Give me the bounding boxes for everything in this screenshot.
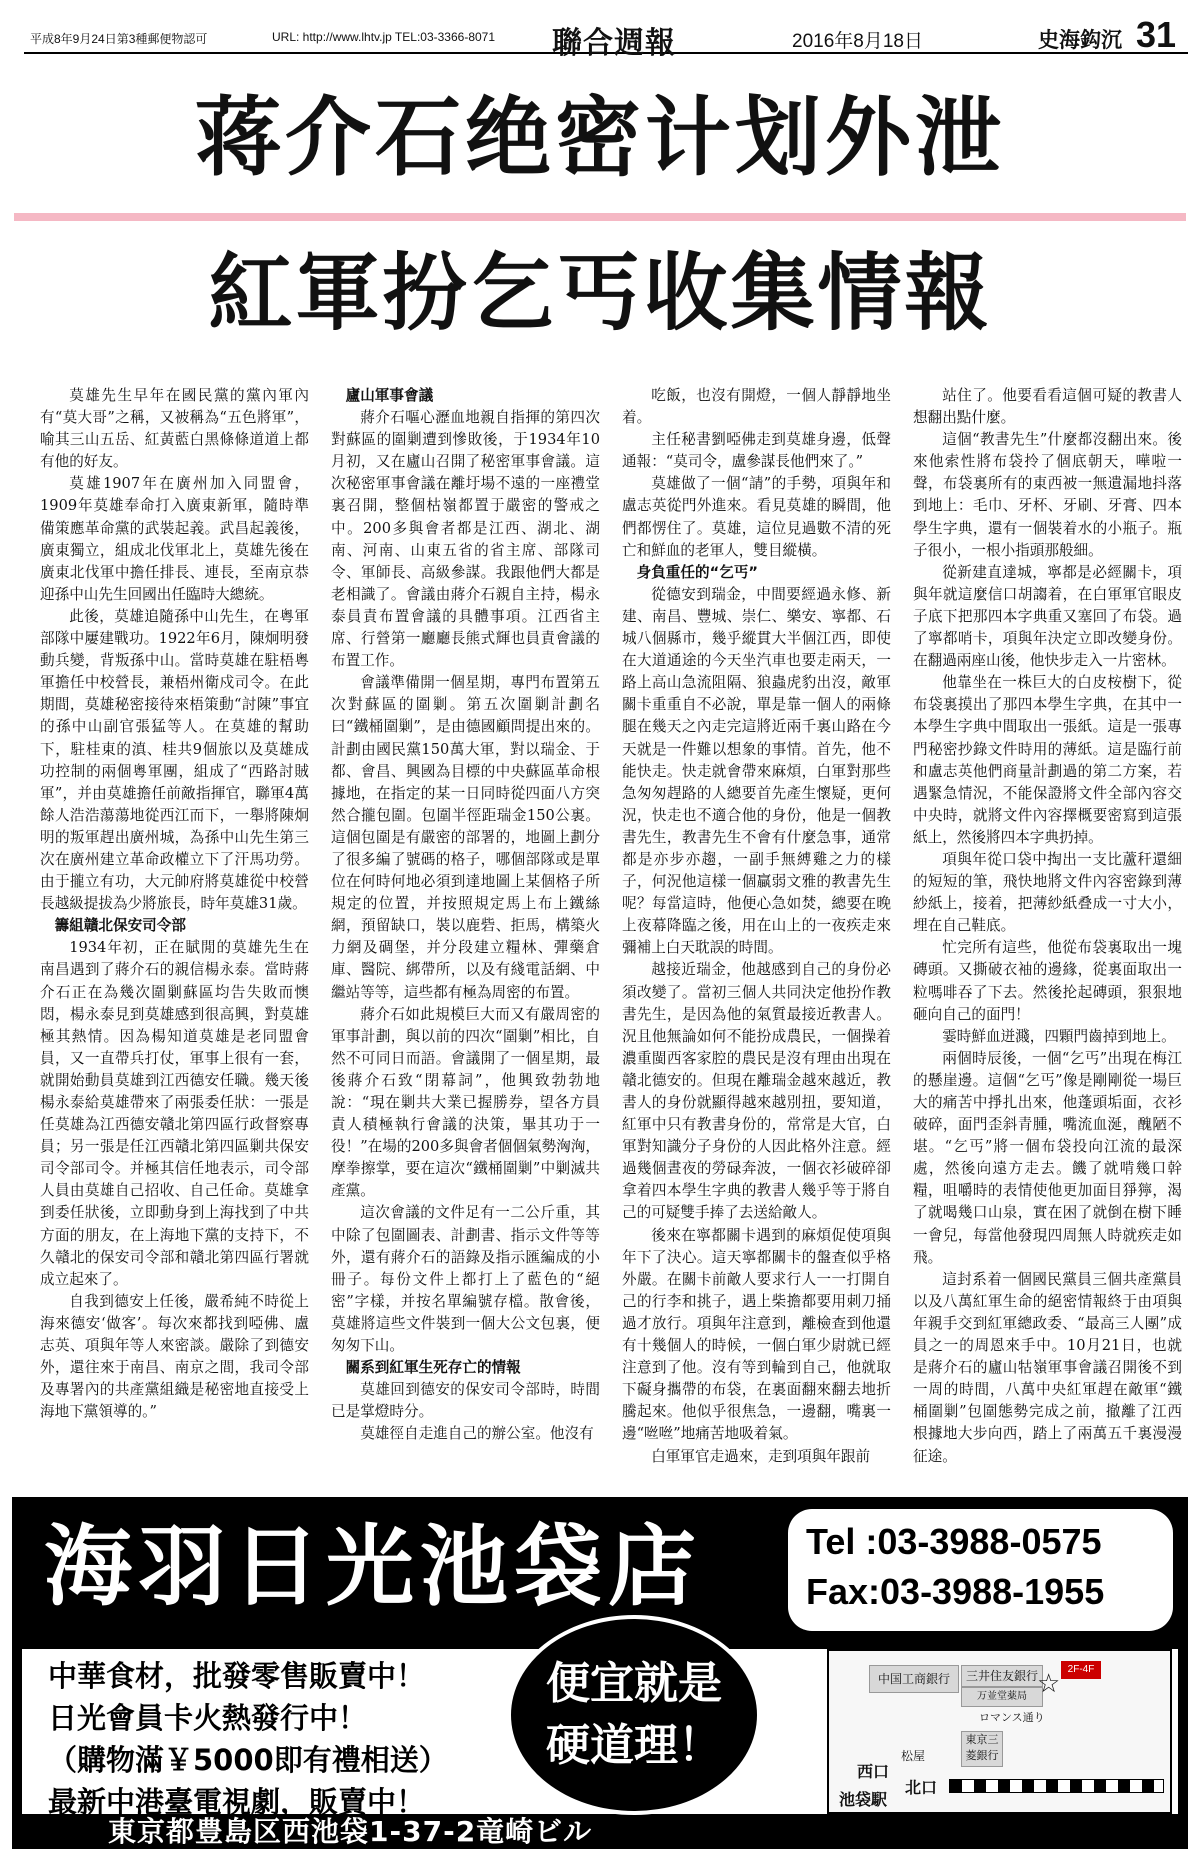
promo-line: 最新中港臺電視劇，販賣中！ bbox=[48, 1785, 426, 1819]
article-body bbox=[40, 385, 1188, 1490]
paragraph: 會議準備開一個星期，專門布置第五次對蘇區的圍剿。第五次圍剿計劃名曰“鐵桶圍剿”，是由德國顧問提出來的。計劃由國民黨150萬大軍，對以瑞金、于都、會昌、興國為目標的中央蘇區革命根據地，在指定的某一日同時從四面八方突然合攏包圍。包圍半徑距瑞金150公裏。這個包圍是有嚴密的部署的，地圖上劃分了很多編了號碼的格子，哪個部隊或是單位在何時何地必須到達地圖上某個格子所規定的位置，并按照規定馬上布上鐵絲網，預留缺口，裝以鹿砦、拒馬，構築火力網及碉堡，并分段建立糧林、彈藥倉庫、醫院、綁帶所，以及有綫電話網、中繼站等等，這些都有極為周密的布置。 bbox=[331, 674, 600, 1001]
tel-number: Tel :03-3988-0575 bbox=[806, 1521, 1102, 1562]
store-address: 東京都豊島区西池袋1-37-2竜崎ビル bbox=[108, 1815, 593, 1848]
slogan-line: 便宜就是 bbox=[546, 1658, 722, 1709]
divider bbox=[14, 213, 1186, 221]
paragraph: 這次會議的文件足有一二公斤重，其中除了包圍圖表、計劃書、指示文件等等外，還有蔣介石的語錄及指示匯編成的小冊子。每份文件上都打上了藍色的“絕密”字樣，并按名單編號存檔。散會後，莫雄將這些文件裝到一個大公文包裏，便匆匆下山。 bbox=[331, 1204, 600, 1355]
map-bank-icbc: 中国工商銀行 bbox=[869, 1665, 959, 1693]
subheadline: 紅軍扮乞丐收集情報 bbox=[208, 244, 992, 342]
paragraph: 主任秘書劉啞佛走到莫雄身邊，低聲通報：“莫司令，盧參謀長他們來了。” bbox=[622, 431, 891, 471]
paragraph: 莫雄1907年在廣州加入同盟會，1909年莫雄奉命打入廣東新軍，隨時準備策應革命黨的武裝起義。武昌起義後，廣東獨立，組成北伐軍北上，莫雄先後在廣東北伐軍中擔任排長、連長，至南京恭迎孫中山先生回國出任臨時大總統。 bbox=[40, 475, 309, 603]
advertisement bbox=[12, 1497, 1188, 1849]
paragraph: 忙完所有這些，他從布袋裏取出一塊磚頭。又撕破衣袖的邊緣，從裏面取出一粒嗎啡吞了下去。然後抡起磚頭，狠狠地砸向自己的面門！ bbox=[913, 939, 1182, 1023]
floor-tag: 2F-4F bbox=[1061, 1661, 1101, 1679]
headline: 蒋介石绝密计划外泄 bbox=[195, 88, 1005, 188]
paragraph: 他靠坐在一株巨大的白皮桉樹下，從布袋裏摸出了那四本學生字典，在其中一本學生字典中間取出一張紙。這是一張專門秘密抄錄文件時用的薄紙。這是臨行前和盧志英他們商量計劃過的第二方案，若遇緊急情況，不能保證將文件全部內容交中央時，就將文件內容擇概要密寫到這張紙上，然後將四本字典扔掉。 bbox=[913, 674, 1182, 846]
paragraph: 這個“教書先生”什麼都沒翻出來。後來他索性將布袋拎了個底朝天，嘩啦一聲，布袋裏所有的東西被一無遺漏地抖落到地上：毛巾、牙杯、牙刷、牙膏、四本學生字典，還有一個裝着水的小瓶子。瓶子很小，一根小指頭那般細。 bbox=[913, 431, 1182, 559]
paragraph: 莫雄做了一個“請”的手勢，項與年和盧志英從門外進來。看見莫雄的瞬間，他們都愣住了。莫雄，這位見過數不清的死亡和鮮血的老軍人，雙目縱橫。 bbox=[622, 475, 891, 559]
section-name: 史海鈎沉 bbox=[1038, 28, 1122, 52]
map-west-exit: 西口 bbox=[857, 1762, 890, 1781]
paragraph: 霎時鮮血迸濺，四顆門齒掉到地上。 bbox=[942, 1027, 1176, 1045]
map-north-exit: 北口 bbox=[905, 1778, 938, 1797]
paragraph: 從德安到瑞金，中間要經過永修、新建、南昌、豐城、崇仁、樂安、寧都、石城八個縣市，幾乎縱貫大半個江西，即使在大道通途的今天坐汽車也要走兩天，一路上高山急流阻隔、狼蟲虎豹出沒，敵軍關卡重重自不必說，單是靠一個人的兩條腿在幾天之內走完這將近兩千裏山路在今天就是一件難以想象的事情。首先，他不能快走。快走就會帶來麻煩，白軍對那些急匆匆趕路的人總要首先產生懷疑，更何況，快走也不適合他的身份，他是一個教書先生，教書先生不會有什麼急事，通常都是亦步亦趨，一副手無縛雞之力的樣子，何況他這樣一個贏弱文雅的教書先生呢？每當這時，他便心急如焚，總要在晚上夜幕降臨之後，用在山上的一夜疾走來彌補上白天耽誤的時間。 bbox=[622, 585, 891, 957]
page-header bbox=[24, 14, 1188, 61]
paragraph: 項與年從口袋中掏出一支比蘆秆還細的短短的筆，飛快地將文件內容密錄到薄紗紙上，接着，把薄紗紙叠成一寸大小，埋在自己鞋底。 bbox=[913, 850, 1182, 935]
paragraph: 越接近瑞金，他越感到自己的身份必須改變了。當初三個人共同決定他扮作教書先生，是因為他的氣質最接近教書人。況且他無論如何不能扮成農民，一個操着濃重閩西客家腔的農民是沒有理由出現在贛北德安的。但現在離瑞金越來越近，教書人的身份就顯得越來越別扭，要知道，紅軍中只有教書身份的，常常是大官，白軍對知識分子身份的人因此格外注意。經過幾個晝夜的勞碌奔波，一個衣衫破碎卻拿着四本學生字典的教書人幾乎等于將自己的可疑雙手捧了去送給敵人。 bbox=[622, 961, 891, 1222]
promo-line: （購物滿￥5000即有禮相送） bbox=[48, 1743, 448, 1777]
slogan-bubble bbox=[507, 1615, 761, 1815]
map-street: ロマンス通り bbox=[979, 1711, 1045, 1724]
map-tokyo-bank: 東京三菱銀行 bbox=[961, 1731, 1003, 1767]
paragraph: 莫雄先生早年在國民黨的黨內軍內有“莫大哥”之稱，又被稱為“五色將軍”，喻其三山五岳、紅黃藍白黑條條道道上都有他的好友。 bbox=[40, 387, 309, 471]
contact-box bbox=[788, 1509, 1173, 1631]
map-matsuya: 松屋 bbox=[901, 1749, 926, 1763]
promo-lines bbox=[48, 1655, 448, 1823]
section-heading: 廬山軍事會議 bbox=[345, 387, 434, 404]
ad-panel bbox=[22, 1649, 1178, 1819]
paragraph: 自我到德安上任後，嚴希純不時從上海來德安‘做客’。每次來都找到啞佛、盧志英、項與年等人來密談。嚴除了到德安外，還往來于南昌、南京之間，我司令部及專署內的共產黨組織是秘密地直接受上海地下黨領導的。” bbox=[40, 1292, 309, 1421]
page-number: 31 bbox=[1135, 14, 1176, 55]
section-heading: 關系到紅軍生死存亡的情報 bbox=[345, 1359, 521, 1377]
newspaper-name: 聯合週報 bbox=[552, 26, 676, 61]
railway-line bbox=[949, 1779, 1164, 1793]
paragraph: 站住了。他要看看這個可疑的教書人想翻出點什麼。 bbox=[913, 387, 1182, 427]
fax-number: Fax:03-3988-1955 bbox=[806, 1571, 1105, 1612]
store-map bbox=[827, 1649, 1172, 1814]
paragraph: 莫雄徑自走進自己的辦公室。他沒有 bbox=[360, 1425, 594, 1443]
paragraph: 此後，莫雄追隨孫中山先生，在粵軍部隊中屢建戰功。1922年6月，陳炯明發動兵變，背叛孫中山。當時莫雄在駐梧粵軍擔任中校營長，兼梧州衛戍司令。在此期間，莫雄秘密接待來梧策動“討陳”事宜的孫中山副官張猛等人。在莫雄的幫助下，駐桂東的滇、桂共9個旅以及莫雄成功控制的兩個粵軍團，組成了“西路討賊軍”，并由莫雄擔任前敵指揮官，聯軍4萬餘人浩浩蕩蕩地從西江而下，一舉將陳炯明的叛軍趕出廣州城，為孫中山先生第三次在廣州建立革命政權立下了汗馬功勞。由于攏立有功，大元帥府將莫雄從中校營長越級提拔為少將旅長，時年莫雄31歲。 bbox=[40, 607, 309, 913]
issue-date: 2016年8月18日 bbox=[792, 31, 923, 52]
paragraph: 1934年初，正在賦閒的莫雄先生在南昌遇到了蔣介石的親信楊永泰。當時蔣介石正在為幾次圍剿蘇區均告失敗而懊悶，楊永泰見到莫雄感到很高興，對莫雄極其熱情。因為楊知道莫雄是老同盟會員，又一直帶兵打仗，軍事上很有一套，就開始動員莫雄到江西德安任職。幾天後楊永泰給莫雄帶來了兩張委任狀：一張是任莫雄為江西德安贛北第四區行政督察專員；另一張是任江西贛北第四區剿共保安司令部司令。并極其信任地表示，司令部人員由莫雄自己招收、自己任命。莫雄拿到委任狀後，立即動身到上海找到了中共方面的朋友，在上海地下黨的支持下，不久贛北的保安司令部和贛北第四區行署就成立起來了。 bbox=[40, 939, 309, 1288]
promo-line: 中華食材，批發零售販賣中！ bbox=[48, 1659, 426, 1693]
paragraph: 吃飯，也沒有開燈，一個人靜靜地坐着。 bbox=[622, 387, 891, 427]
article-column bbox=[40, 385, 309, 1490]
paragraph: 後來在寧都關卡遇到的麻煩促使項與年下了決心。這天寧都關卡的盤查似乎格外嚴。在關卡前敵人要求行人一一打開自己的行李和挑子，遇上柴擔都要用刺刀捅過才放行。項與年注意到，離檢查到他還有十幾個人的時候，一個白軍少尉就已經注意到了他。沒有等到輪到自己，他就取下礙身攜帶的布袋，在裏面翻來翻去地折騰起來。他似乎很焦急，一邊翻，嘴裏一邊“咝咝”地痛苦地吸着氣。 bbox=[622, 1226, 891, 1443]
paragraph: 莫雄回到德安的保安司令部時，時間已是掌燈時分。 bbox=[331, 1381, 600, 1421]
section-heading: 籌組贛北保安司令部 bbox=[54, 917, 186, 935]
paragraph: 從新建直達城，寧都是必經關卡，項與年就這麼信口胡謅着，在白軍軍官眼皮子底下把那四本字典重又塞回了布袋。過了寧都哨卡，項與年決定立即改變身份。在翻過兩座山後，他快步走入一片密林。 bbox=[913, 563, 1182, 670]
map-pharmacy: 万並堂薬局 bbox=[961, 1687, 1043, 1707]
postal-registration: 平成8年9月24日第3種郵便物認可 bbox=[30, 32, 208, 46]
paragraph: 白軍軍官走過來，走到項與年跟前 bbox=[651, 1447, 871, 1465]
contact-url: URL: http://www.lhtv.jp TEL:03-3366-8071 bbox=[272, 30, 496, 44]
paragraph: 這封系着一個國民黨員三個共產黨員以及八萬紅軍生命的絕密情報終于由項與年親手交到紅軍總政委、“最高三人團”成員之一的周恩來手中。10月21日，也就是蔣介石的廬山牯嶺軍事會議召開後不到一周的時間，八萬中央紅軍趕在敵軍“鐵桶圍剿”包圍態勢完成之前，撤離了江西根據地大步向西，踏上了兩萬五千裏漫漫征途。 bbox=[913, 1270, 1182, 1465]
map-station: 池袋駅 bbox=[839, 1790, 888, 1809]
paragraph: 蔣介石嘔心瀝血地親自指揮的第四次對蘇區的圍剿遭到慘敗後，于1934年10月初，又在廬山召開了秘密軍事會議。這次秘密軍事會議在離圩場不遠的一座禮堂裏召開，整個枯嶺都置于嚴密的警戒之中。200多與會者都是江西、湖北、湖南、河南、山東五省的省主席、部隊司令、軍師長、高級參謀。我跟他們大都是老相識了。會議由蔣介石親自主持，楊永泰員責布置會議的具體事項。江西省主席、行營第一廳廳長熊式輝也員責會議的布置工作。 bbox=[331, 409, 600, 670]
store-star-icon: ☆ bbox=[1037, 1669, 1061, 1699]
slogan-line: 硬道理！ bbox=[546, 1720, 722, 1771]
article-column bbox=[622, 385, 891, 1490]
shop-name: 海羽日光池袋店 bbox=[44, 1515, 703, 1618]
article-column bbox=[331, 385, 600, 1490]
section-heading: 身負重任的“乞丐” bbox=[636, 563, 758, 581]
promo-line: 日光會員卡火熱發行中！ bbox=[48, 1701, 368, 1735]
article-column bbox=[913, 385, 1182, 1490]
paragraph: 蔣介石如此規模巨大而又有嚴周密的軍事計劃，與以前的四次“圍剿”相比，自然不可同日而語。會議開了一個星期，最後蔣介石致“閉幕詞”，他興致勃勃地說：“現在剿共大業已握勝券，望各方員責人積極執行會議的決策，畢其功于一役！”在場的200多與會者個個氣勢洶洶，摩拳擦掌，要在這次“鐵桶圍剿”中剿滅共產黨。 bbox=[331, 1005, 600, 1200]
map-bank-smbc: 三井住友銀行 bbox=[961, 1665, 1043, 1687]
paragraph: 兩個時辰後，一個“乞丐”出現在梅江的懸崖邊。這個“乞丐”像是剛剛從一場巨大的痛苦中掙扎出來，他蓬頭垢面，衣衫破碎，面門歪斜青腫，嘴流血涎，醜陋不堪。“乞丐”將一個布袋投向江流的最深處，然後向遠方走去。饑了就啃幾口幹糧，咀嚼時的表情使他更加面目猙獰，渴了就喝幾口山泉，實在困了就倒在樹下睡一會兒，每當他發現四周無人時就疾走如飛。 bbox=[913, 1049, 1182, 1266]
